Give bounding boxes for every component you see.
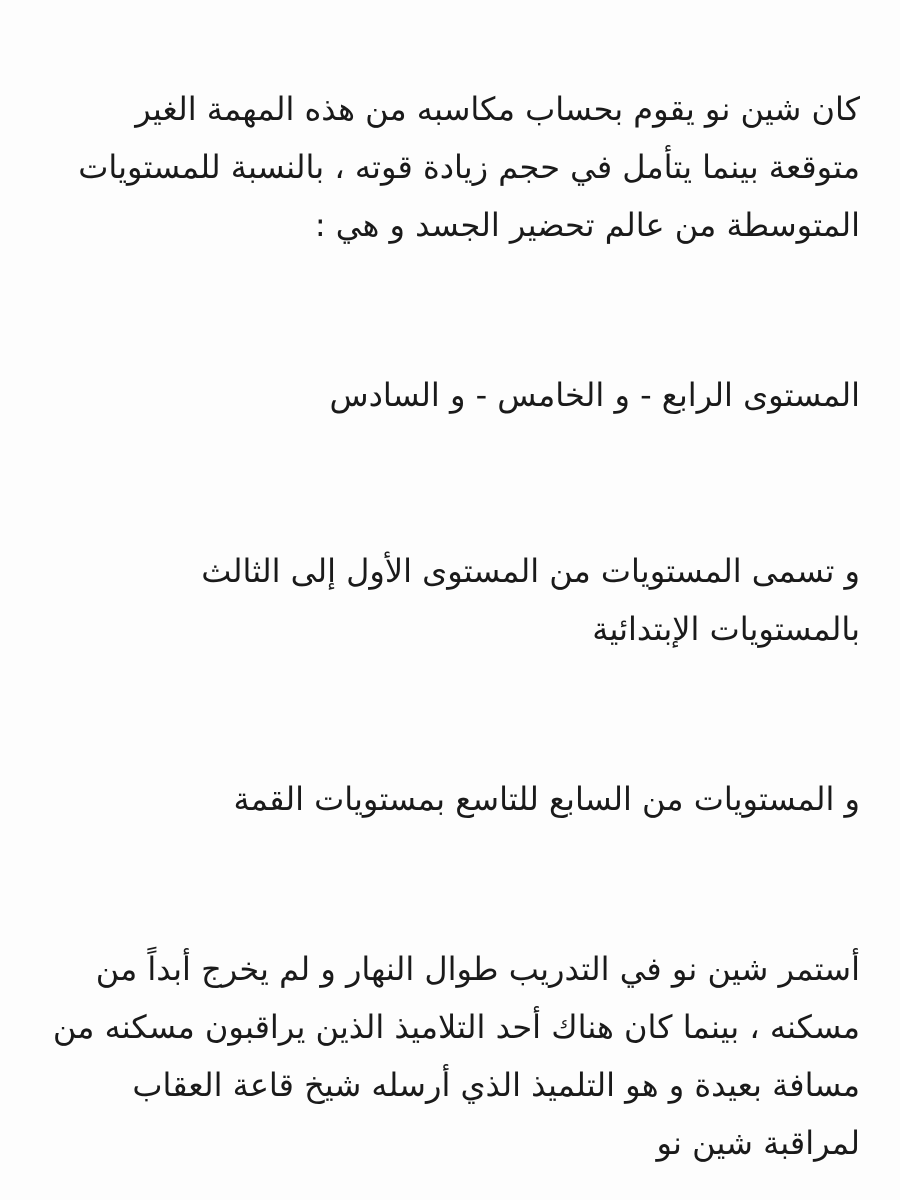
paragraph-intro: كان شين نو يقوم بحساب مكاسبه من هذه المهمة الغير متوقعة بينما يتأمل في حجم زيادة قوته ، بالنسبة للمستويات المتوسطة من عالم تحضير الجسد و هي :: [78, 90, 860, 244]
paragraph-middle-levels: المستوى الرابع - و الخامس - و السادس: [329, 376, 860, 414]
paragraph-primary-levels: و تسمى المستويات من المستوى الأول إلى الثالث بالمستويات الإبتدائية: [201, 552, 860, 648]
paragraph-training: أستمر شين نو في التدريب طوال النهار و لم يخرج أبداً من مسكنه ، بينما كان هناك أحد التلاميذ الذين يراقبون مسكنه من مسافة بعيدة و هو التلميذ الذي أرسله شيخ قاعة العقاب لمراقبة شين نو: [52, 950, 860, 1162]
paragraph-peak-levels: و المستويات من السابع للتاسع بمستويات القمة: [233, 780, 860, 818]
